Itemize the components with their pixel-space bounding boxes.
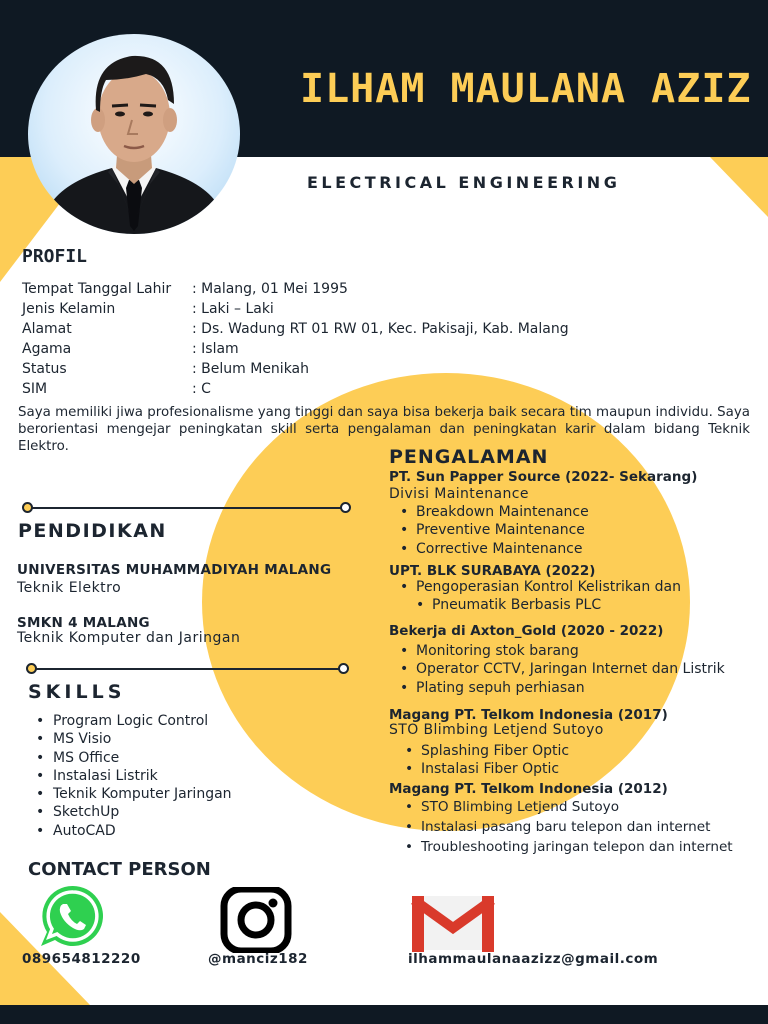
profil-key: Tempat Tanggal Lahir xyxy=(22,281,172,297)
profil-row xyxy=(22,279,569,299)
job-task: • Splashing Fiber Optic xyxy=(405,742,569,760)
contact-email[interactable]: ilhammaulanaazizz@gmail.com xyxy=(408,951,659,967)
job-task-list xyxy=(400,578,681,615)
job-title: Bekerja di Axton_Gold (2020 - 2022) xyxy=(389,623,664,639)
profile-photo xyxy=(28,34,240,234)
skill-item: • Teknik Komputer Jaringan xyxy=(36,785,232,803)
edu-major: Teknik Elektro xyxy=(17,580,122,596)
skill-item: • Instalasi Listrik xyxy=(36,767,232,785)
profil-value: : Belum Menikah xyxy=(192,361,310,377)
job-task-list xyxy=(405,742,569,779)
candidate-name: ILHAM MAULANA AZIZ xyxy=(300,66,752,112)
profil-key: Status xyxy=(22,361,67,377)
about-paragraph: Saya memiliki jiwa profesionalisme yang tinggi dan saya bisa bekerja baik secara tim maupun individu. Saya berorientasi mengejar peningkatan skill serta pengalaman dan peningkatan karir dalam bidang Teknik Elektro. xyxy=(18,405,750,454)
job-title: PT. Sun Papper Source (2022- Sekarang) xyxy=(389,469,698,485)
profil-row xyxy=(22,299,569,319)
job-task-list xyxy=(405,797,733,857)
job-task-continued: Pneumatik Berbasis PLC xyxy=(432,597,602,614)
skill-item: • MS Office xyxy=(36,749,232,767)
edu-major: Teknik Komputer dan Jaringan xyxy=(17,630,241,646)
profil-row xyxy=(22,319,569,339)
skills-heading: SKILLS xyxy=(28,681,126,703)
job-task: • Corrective Maintenance xyxy=(400,540,589,558)
section-divider xyxy=(28,507,346,509)
footer-band xyxy=(0,1005,768,1024)
contact-phone[interactable]: 089654812220 xyxy=(22,951,141,967)
job-title: UPT. BLK SURABAYA (2022) xyxy=(389,563,596,579)
profil-table xyxy=(22,279,569,399)
profil-key: Jenis Kelamin xyxy=(22,301,116,317)
divider-dot xyxy=(338,663,349,674)
edu-school: SMKN 4 MALANG xyxy=(17,615,150,631)
skill-item: • Program Logic Control xyxy=(36,712,232,730)
profil-value: : Islam xyxy=(192,341,239,357)
profil-heading: PROFIL xyxy=(22,246,88,267)
job-subtitle: Divisi Maintenance xyxy=(389,486,529,502)
profil-key: SIM xyxy=(22,381,48,397)
profil-value: : Ds. Wadung RT 01 RW 01, Kec. Pakisaji, Kab. Malang xyxy=(192,321,569,337)
decor-triangle-right xyxy=(710,157,768,217)
job-task: • Preventive Maintenance xyxy=(400,521,589,539)
profil-value: : C xyxy=(192,381,211,397)
job-title: Magang PT. Telkom Indonesia (2017) xyxy=(389,707,668,723)
job-task-list xyxy=(400,642,725,697)
profil-value: : Malang, 01 Mei 1995 xyxy=(192,281,348,297)
job-subtitle: STO Blimbing Letjend Sutoyo xyxy=(389,722,604,738)
pendidikan-heading: PENDIDIKAN xyxy=(18,520,167,542)
job-task-list xyxy=(400,503,589,558)
whatsapp-icon xyxy=(37,882,109,950)
job-task xyxy=(400,596,681,614)
job-task: • Breakdown Maintenance xyxy=(400,503,589,521)
person-portrait-icon xyxy=(28,34,240,234)
job-task: • Plating sepuh perhiasan xyxy=(400,679,725,697)
job-task: • Operator CCTV, Jaringan Internet dan Listrik xyxy=(400,660,725,678)
job-task: • Monitoring stok barang xyxy=(400,642,725,660)
contact-heading: CONTACT PERSON xyxy=(28,859,211,880)
pengalaman-heading: PENGALAMAN xyxy=(389,446,549,468)
profil-row xyxy=(22,379,569,399)
skill-item: • SketchUp xyxy=(36,803,232,821)
section-divider xyxy=(32,668,344,670)
profil-row xyxy=(22,359,569,379)
job-title: Magang PT. Telkom Indonesia (2012) xyxy=(389,781,668,797)
profil-key: Agama xyxy=(22,341,72,357)
divider-dot xyxy=(26,663,37,674)
gmail-icon xyxy=(410,890,496,952)
edu-school: UNIVERSITAS MUHAMMADIYAH MALANG xyxy=(17,562,332,578)
profil-row xyxy=(22,339,569,359)
profil-value: : Laki – Laki xyxy=(192,301,274,317)
job-task: • STO Blimbing Letjend Sutoyo xyxy=(405,797,733,817)
candidate-title: ELECTRICAL ENGINEERING xyxy=(307,173,621,192)
job-task: • Pengoperasian Kontrol Kelistrikan dan xyxy=(400,578,681,596)
skill-item: • AutoCAD xyxy=(36,822,232,840)
job-task: • Instalasi Fiber Optic xyxy=(405,760,569,778)
job-task: • Instalasi pasang baru telepon dan internet xyxy=(405,817,733,837)
profil-key: Alamat xyxy=(22,321,72,337)
job-task: • Troubleshooting jaringan telepon dan internet xyxy=(405,837,733,857)
divider-dot xyxy=(340,502,351,513)
skills-list xyxy=(36,712,232,840)
contact-instagram[interactable]: @manciz182 xyxy=(208,951,308,967)
instagram-icon xyxy=(220,887,292,953)
divider-dot xyxy=(22,502,33,513)
skill-item: • MS Visio xyxy=(36,730,232,748)
